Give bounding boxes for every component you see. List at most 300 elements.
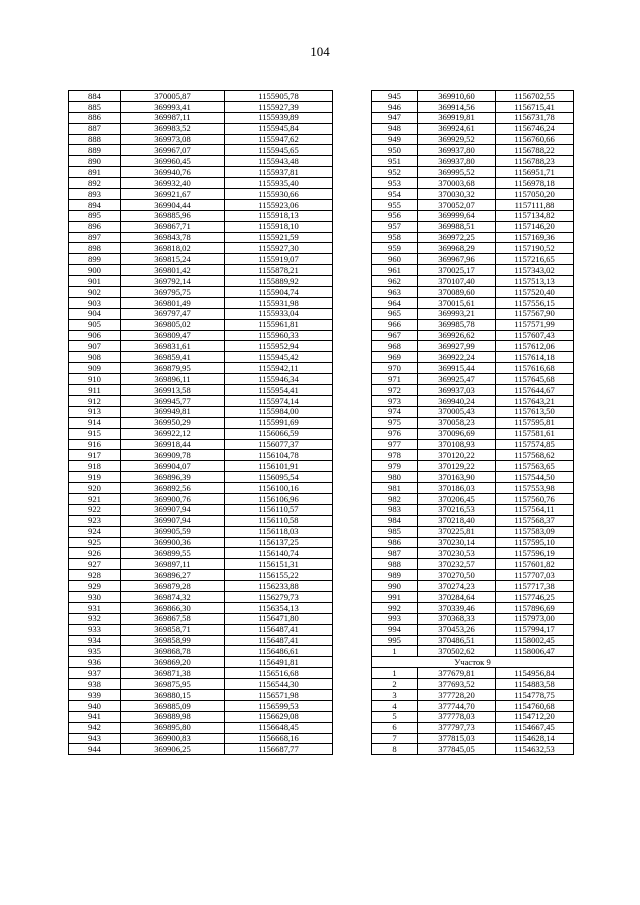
table-row: [372, 189, 574, 200]
y-coordinate-cell: 1157613,50: [496, 406, 574, 417]
point-number-cell: 988: [372, 559, 418, 570]
table-row: [69, 733, 333, 744]
point-number-cell: 896: [69, 221, 121, 232]
y-coordinate-cell: 1155878,21: [225, 265, 333, 276]
x-coordinate-cell: 369805,02: [121, 319, 225, 330]
table-row: [372, 91, 574, 102]
y-coordinate-cell: 1156629,08: [225, 711, 333, 722]
table-row: [372, 145, 574, 156]
point-number-cell: 986: [372, 537, 418, 548]
point-number-cell: 962: [372, 276, 418, 287]
y-coordinate-cell: 1156486,61: [225, 646, 333, 657]
table-row: [69, 548, 333, 559]
y-coordinate-cell: 1157146,20: [496, 221, 574, 232]
table-row: [69, 700, 333, 711]
table-row: [372, 330, 574, 341]
point-number-cell: 939: [69, 689, 121, 700]
table-row: [372, 689, 574, 700]
point-number-cell: 888: [69, 134, 121, 145]
table-row: [69, 265, 333, 276]
table-row: [372, 591, 574, 602]
y-coordinate-cell: 1156471,80: [225, 613, 333, 624]
table-row: [372, 744, 574, 755]
x-coordinate-cell: 369929,52: [418, 134, 496, 145]
x-coordinate-cell: 370216,53: [418, 504, 496, 515]
point-number-cell: 958: [372, 232, 418, 243]
point-number-cell: 924: [69, 526, 121, 537]
point-number-cell: 913: [69, 406, 121, 417]
point-number-cell: 894: [69, 199, 121, 210]
x-coordinate-cell: 370339,46: [418, 602, 496, 613]
point-number-cell: 886: [69, 112, 121, 123]
y-coordinate-cell: 1158002,45: [496, 635, 574, 646]
y-coordinate-cell: 1157896,69: [496, 602, 574, 613]
y-coordinate-cell: 1155927,39: [225, 101, 333, 112]
point-number-cell: 963: [372, 287, 418, 298]
x-coordinate-cell: 369993,21: [418, 308, 496, 319]
point-number-cell: 992: [372, 602, 418, 613]
x-coordinate-cell: 370163,90: [418, 472, 496, 483]
x-coordinate-cell: 370030,32: [418, 189, 496, 200]
point-number-cell: 977: [372, 439, 418, 450]
y-coordinate-cell: 1156151,31: [225, 559, 333, 570]
table-row: [372, 515, 574, 526]
point-number-cell: 946: [372, 101, 418, 112]
section-header-row: [372, 657, 574, 668]
point-number-cell: 950: [372, 145, 418, 156]
point-number-cell: 956: [372, 210, 418, 221]
y-coordinate-cell: 1156516,68: [225, 668, 333, 679]
table-row: [69, 243, 333, 254]
x-coordinate-cell: 369937,80: [418, 156, 496, 167]
y-coordinate-cell: 1157607,43: [496, 330, 574, 341]
y-coordinate-cell: 1156118,03: [225, 526, 333, 537]
point-number-cell: 5: [372, 711, 418, 722]
x-coordinate-cell: 369792,14: [121, 276, 225, 287]
y-coordinate-cell: 1155937,81: [225, 167, 333, 178]
x-coordinate-cell: 369895,80: [121, 722, 225, 733]
x-coordinate-cell: 370129,22: [418, 461, 496, 472]
point-number-cell: 899: [69, 254, 121, 265]
x-coordinate-cell: 377797,73: [418, 722, 496, 733]
y-coordinate-cell: 1154628,14: [496, 733, 574, 744]
point-number-cell: 944: [69, 744, 121, 755]
x-coordinate-cell: 377744,70: [418, 700, 496, 711]
point-number-cell: 922: [69, 504, 121, 515]
x-coordinate-cell: 370107,40: [418, 276, 496, 287]
y-coordinate-cell: 1157707,03: [496, 570, 574, 581]
table-row: [69, 646, 333, 657]
x-coordinate-cell: 370003,68: [418, 178, 496, 189]
y-coordinate-cell: 1156951,71: [496, 167, 574, 178]
point-number-cell: 923: [69, 515, 121, 526]
y-coordinate-cell: 1157746,25: [496, 591, 574, 602]
x-coordinate-cell: 369858,71: [121, 624, 225, 635]
x-coordinate-cell: 370486,51: [418, 635, 496, 646]
y-coordinate-cell: 1155945,65: [225, 145, 333, 156]
x-coordinate-cell: 377815,03: [418, 733, 496, 744]
table-row: [372, 450, 574, 461]
table-row: [69, 722, 333, 733]
x-coordinate-cell: 369797,47: [121, 308, 225, 319]
table-row: [69, 679, 333, 690]
x-coordinate-cell: 369859,41: [121, 352, 225, 363]
point-number-cell: 993: [372, 613, 418, 624]
y-coordinate-cell: 1156106,96: [225, 493, 333, 504]
y-coordinate-cell: 1156104,78: [225, 450, 333, 461]
x-coordinate-cell: 377693,52: [418, 679, 496, 690]
table-row: [69, 254, 333, 265]
point-number-cell: 912: [69, 395, 121, 406]
x-coordinate-cell: 369940,24: [418, 395, 496, 406]
table-row: [69, 189, 333, 200]
y-coordinate-cell: 1155942,11: [225, 363, 333, 374]
point-number-cell: 940: [69, 700, 121, 711]
y-coordinate-cell: 1155960,33: [225, 330, 333, 341]
table-row: [372, 548, 574, 559]
x-coordinate-cell: 369885,09: [121, 700, 225, 711]
y-coordinate-cell: 1157717,38: [496, 581, 574, 592]
point-number-cell: 951: [372, 156, 418, 167]
y-coordinate-cell: 1157994,17: [496, 624, 574, 635]
x-coordinate-cell: 369867,71: [121, 221, 225, 232]
table-row: [372, 199, 574, 210]
table-row: [372, 635, 574, 646]
point-number-cell: 926: [69, 548, 121, 559]
x-coordinate-cell: 369968,29: [418, 243, 496, 254]
table-row: [69, 711, 333, 722]
point-number-cell: 989: [372, 570, 418, 581]
table-row: [69, 374, 333, 385]
table-row: [69, 602, 333, 613]
y-coordinate-cell: 1155952,94: [225, 341, 333, 352]
table-row: [372, 156, 574, 167]
table-row: [372, 428, 574, 439]
table-row: [69, 461, 333, 472]
point-number-cell: 8: [372, 744, 418, 755]
x-coordinate-cell: 369918,44: [121, 439, 225, 450]
table-row: [372, 493, 574, 504]
point-number-cell: 917: [69, 450, 121, 461]
x-coordinate-cell: 370368,33: [418, 613, 496, 624]
y-coordinate-cell: 1154956,84: [496, 668, 574, 679]
x-coordinate-cell: 369866,30: [121, 602, 225, 613]
x-coordinate-cell: 370015,61: [418, 297, 496, 308]
y-coordinate-cell: 1157190,52: [496, 243, 574, 254]
x-coordinate-cell: 369940,76: [121, 167, 225, 178]
table-row: [69, 101, 333, 112]
y-coordinate-cell: 1156788,23: [496, 156, 574, 167]
x-coordinate-cell: 369922,24: [418, 352, 496, 363]
x-coordinate-cell: 369815,24: [121, 254, 225, 265]
table-row: [69, 123, 333, 134]
table-row: [69, 570, 333, 581]
table-row: [69, 439, 333, 450]
y-coordinate-cell: 1157581,61: [496, 428, 574, 439]
table-row: [69, 483, 333, 494]
table-row: [372, 276, 574, 287]
table-row: [372, 178, 574, 189]
y-coordinate-cell: 1157583,09: [496, 526, 574, 537]
x-coordinate-cell: 370232,57: [418, 559, 496, 570]
point-number-cell: 885: [69, 101, 121, 112]
table-row: [69, 199, 333, 210]
point-number-cell: 935: [69, 646, 121, 657]
table-row: [69, 221, 333, 232]
x-coordinate-cell: 369906,25: [121, 744, 225, 755]
y-coordinate-cell: 1155904,74: [225, 287, 333, 298]
table-row: [69, 559, 333, 570]
y-coordinate-cell: 1156100,16: [225, 483, 333, 494]
y-coordinate-cell: 1154712,20: [496, 711, 574, 722]
x-coordinate-cell: 369880,15: [121, 689, 225, 700]
table-row: [372, 363, 574, 374]
y-coordinate-cell: 1155984,00: [225, 406, 333, 417]
x-coordinate-cell: 369885,96: [121, 210, 225, 221]
table-row: [69, 178, 333, 189]
y-coordinate-cell: 1157343,02: [496, 265, 574, 276]
y-coordinate-cell: 1155945,42: [225, 352, 333, 363]
y-coordinate-cell: 1156760,66: [496, 134, 574, 145]
table-row: [372, 559, 574, 570]
point-number-cell: 931: [69, 602, 121, 613]
table-row: [372, 352, 574, 363]
x-coordinate-cell: 369919,81: [418, 112, 496, 123]
y-coordinate-cell: 1157216,65: [496, 254, 574, 265]
y-coordinate-cell: 1156095,54: [225, 472, 333, 483]
y-coordinate-cell: 1157568,37: [496, 515, 574, 526]
point-number-cell: 906: [69, 330, 121, 341]
point-number-cell: 975: [372, 417, 418, 428]
table-row: [69, 591, 333, 602]
y-coordinate-cell: 1156110,57: [225, 504, 333, 515]
x-coordinate-cell: 369858,99: [121, 635, 225, 646]
point-number-cell: 916: [69, 439, 121, 450]
x-coordinate-cell: 369985,78: [418, 319, 496, 330]
y-coordinate-cell: 1156279,73: [225, 591, 333, 602]
x-coordinate-cell: 369900,83: [121, 733, 225, 744]
point-number-cell: 959: [372, 243, 418, 254]
table-row: [69, 319, 333, 330]
table-row: [69, 450, 333, 461]
y-coordinate-cell: 1155961,81: [225, 319, 333, 330]
x-coordinate-cell: 369843,78: [121, 232, 225, 243]
table-row: [372, 461, 574, 472]
x-coordinate-cell: 370089,60: [418, 287, 496, 298]
x-coordinate-cell: 369896,11: [121, 374, 225, 385]
table-row: [372, 123, 574, 134]
x-coordinate-cell: 369983,52: [121, 123, 225, 134]
table-row: [372, 537, 574, 548]
point-number-cell: 887: [69, 123, 121, 134]
table-row: [69, 613, 333, 624]
point-number-cell: 925: [69, 537, 121, 548]
y-coordinate-cell: 1157568,62: [496, 450, 574, 461]
y-coordinate-cell: 1155933,04: [225, 308, 333, 319]
table-row: [69, 297, 333, 308]
y-coordinate-cell: 1157134,82: [496, 210, 574, 221]
table-row: [372, 101, 574, 112]
x-coordinate-cell: 370230,14: [418, 537, 496, 548]
y-coordinate-cell: 1156101,91: [225, 461, 333, 472]
y-coordinate-cell: 1156571,98: [225, 689, 333, 700]
table-row: [372, 711, 574, 722]
y-coordinate-cell: 1154632,53: [496, 744, 574, 755]
x-coordinate-cell: 369867,58: [121, 613, 225, 624]
y-coordinate-cell: 1156233,88: [225, 581, 333, 592]
point-number-cell: 6: [372, 722, 418, 733]
table-row: [69, 156, 333, 167]
table-row: [372, 602, 574, 613]
table-row: [372, 210, 574, 221]
table-row: [372, 297, 574, 308]
point-number-cell: 904: [69, 308, 121, 319]
point-number-cell: 891: [69, 167, 121, 178]
x-coordinate-cell: 369914,56: [418, 101, 496, 112]
x-coordinate-cell: 370284,64: [418, 591, 496, 602]
y-coordinate-cell: 1157614,18: [496, 352, 574, 363]
x-coordinate-cell: 369995,52: [418, 167, 496, 178]
y-coordinate-cell: 1156731,78: [496, 112, 574, 123]
table-row: [69, 668, 333, 679]
point-number-cell: 930: [69, 591, 121, 602]
table-row: [372, 341, 574, 352]
y-coordinate-cell: 1157574,85: [496, 439, 574, 450]
x-coordinate-cell: 369967,96: [418, 254, 496, 265]
table-row: [69, 167, 333, 178]
point-number-cell: 934: [69, 635, 121, 646]
y-coordinate-cell: 1157050,20: [496, 189, 574, 200]
point-number-cell: 902: [69, 287, 121, 298]
point-number-cell: 957: [372, 221, 418, 232]
y-coordinate-cell: 1154778,75: [496, 689, 574, 700]
point-number-cell: 980: [372, 472, 418, 483]
x-coordinate-cell: 369925,47: [418, 374, 496, 385]
point-number-cell: 927: [69, 559, 121, 570]
y-coordinate-cell: 1155923,06: [225, 199, 333, 210]
y-coordinate-cell: 1157544,50: [496, 472, 574, 483]
x-coordinate-cell: 370270,50: [418, 570, 496, 581]
point-number-cell: 936: [69, 657, 121, 668]
y-coordinate-cell: 1155946,34: [225, 374, 333, 385]
point-number-cell: 972: [372, 385, 418, 396]
x-coordinate-cell: 370274,23: [418, 581, 496, 592]
table-row: [372, 265, 574, 276]
point-number-cell: 4: [372, 700, 418, 711]
x-coordinate-cell: 369932,40: [121, 178, 225, 189]
point-number-cell: 954: [372, 189, 418, 200]
table-row: [372, 254, 574, 265]
point-number-cell: 3: [372, 689, 418, 700]
y-coordinate-cell: 1155921,59: [225, 232, 333, 243]
point-number-cell: 984: [372, 515, 418, 526]
table-row: [69, 472, 333, 483]
point-number-cell: 898: [69, 243, 121, 254]
x-coordinate-cell: 370206,45: [418, 493, 496, 504]
y-coordinate-cell: 1157520,40: [496, 287, 574, 298]
y-coordinate-cell: 1155889,92: [225, 276, 333, 287]
x-coordinate-cell: 369879,28: [121, 581, 225, 592]
table-row: [372, 668, 574, 679]
table-row: [372, 417, 574, 428]
x-coordinate-cell: 370186,03: [418, 483, 496, 494]
point-number-cell: 952: [372, 167, 418, 178]
y-coordinate-cell: 1155939,89: [225, 112, 333, 123]
table-row: [372, 570, 574, 581]
point-number-cell: 914: [69, 417, 121, 428]
y-coordinate-cell: 1157513,13: [496, 276, 574, 287]
x-coordinate-cell: 369801,49: [121, 297, 225, 308]
table-row: [372, 624, 574, 635]
x-coordinate-cell: 369795,75: [121, 287, 225, 298]
coordinates-table-left: [68, 90, 333, 755]
x-coordinate-cell: 370096,69: [418, 428, 496, 439]
x-coordinate-cell: 369949,81: [121, 406, 225, 417]
y-coordinate-cell: 1154760,68: [496, 700, 574, 711]
table-row: [69, 232, 333, 243]
y-coordinate-cell: 1157560,76: [496, 493, 574, 504]
section-title: Участок 9: [372, 657, 574, 668]
x-coordinate-cell: 369900,76: [121, 493, 225, 504]
table-row: [372, 406, 574, 417]
x-coordinate-cell: 369879,95: [121, 363, 225, 374]
point-number-cell: 1: [372, 668, 418, 679]
y-coordinate-cell: 1157553,98: [496, 483, 574, 494]
y-coordinate-cell: 1156978,18: [496, 178, 574, 189]
point-number-cell: 947: [372, 112, 418, 123]
point-number-cell: 948: [372, 123, 418, 134]
x-coordinate-cell: 370052,07: [418, 199, 496, 210]
table-row: [372, 483, 574, 494]
coordinates-table-right: [371, 90, 574, 755]
y-coordinate-cell: 1158006,47: [496, 646, 574, 657]
point-number-cell: 945: [372, 91, 418, 102]
x-coordinate-cell: 369818,02: [121, 243, 225, 254]
y-coordinate-cell: 1155927,30: [225, 243, 333, 254]
point-number-cell: 966: [372, 319, 418, 330]
y-coordinate-cell: 1157595,10: [496, 537, 574, 548]
x-coordinate-cell: 369913,58: [121, 385, 225, 396]
x-coordinate-cell: 369896,39: [121, 472, 225, 483]
y-coordinate-cell: 1157616,68: [496, 363, 574, 374]
point-number-cell: 985: [372, 526, 418, 537]
x-coordinate-cell: 369905,59: [121, 526, 225, 537]
y-coordinate-cell: 1155954,41: [225, 385, 333, 396]
point-number-cell: 2: [372, 679, 418, 690]
y-coordinate-cell: 1157643,21: [496, 395, 574, 406]
table-row: [69, 385, 333, 396]
point-number-cell: 987: [372, 548, 418, 559]
table-row: [69, 689, 333, 700]
y-coordinate-cell: 1156544,30: [225, 679, 333, 690]
point-number-cell: 994: [372, 624, 418, 635]
point-number-cell: 991: [372, 591, 418, 602]
y-coordinate-cell: 1157595,81: [496, 417, 574, 428]
y-coordinate-cell: 1157111,88: [496, 199, 574, 210]
table-row: [69, 330, 333, 341]
point-number-cell: 903: [69, 297, 121, 308]
x-coordinate-cell: 369972,25: [418, 232, 496, 243]
table-row: [69, 210, 333, 221]
x-coordinate-cell: 370230,53: [418, 548, 496, 559]
point-number-cell: 942: [69, 722, 121, 733]
y-coordinate-cell: 1154883,58: [496, 679, 574, 690]
table-row: [69, 635, 333, 646]
table-row: [372, 439, 574, 450]
point-number-cell: 978: [372, 450, 418, 461]
x-coordinate-cell: 369896,27: [121, 570, 225, 581]
point-number-cell: 932: [69, 613, 121, 624]
